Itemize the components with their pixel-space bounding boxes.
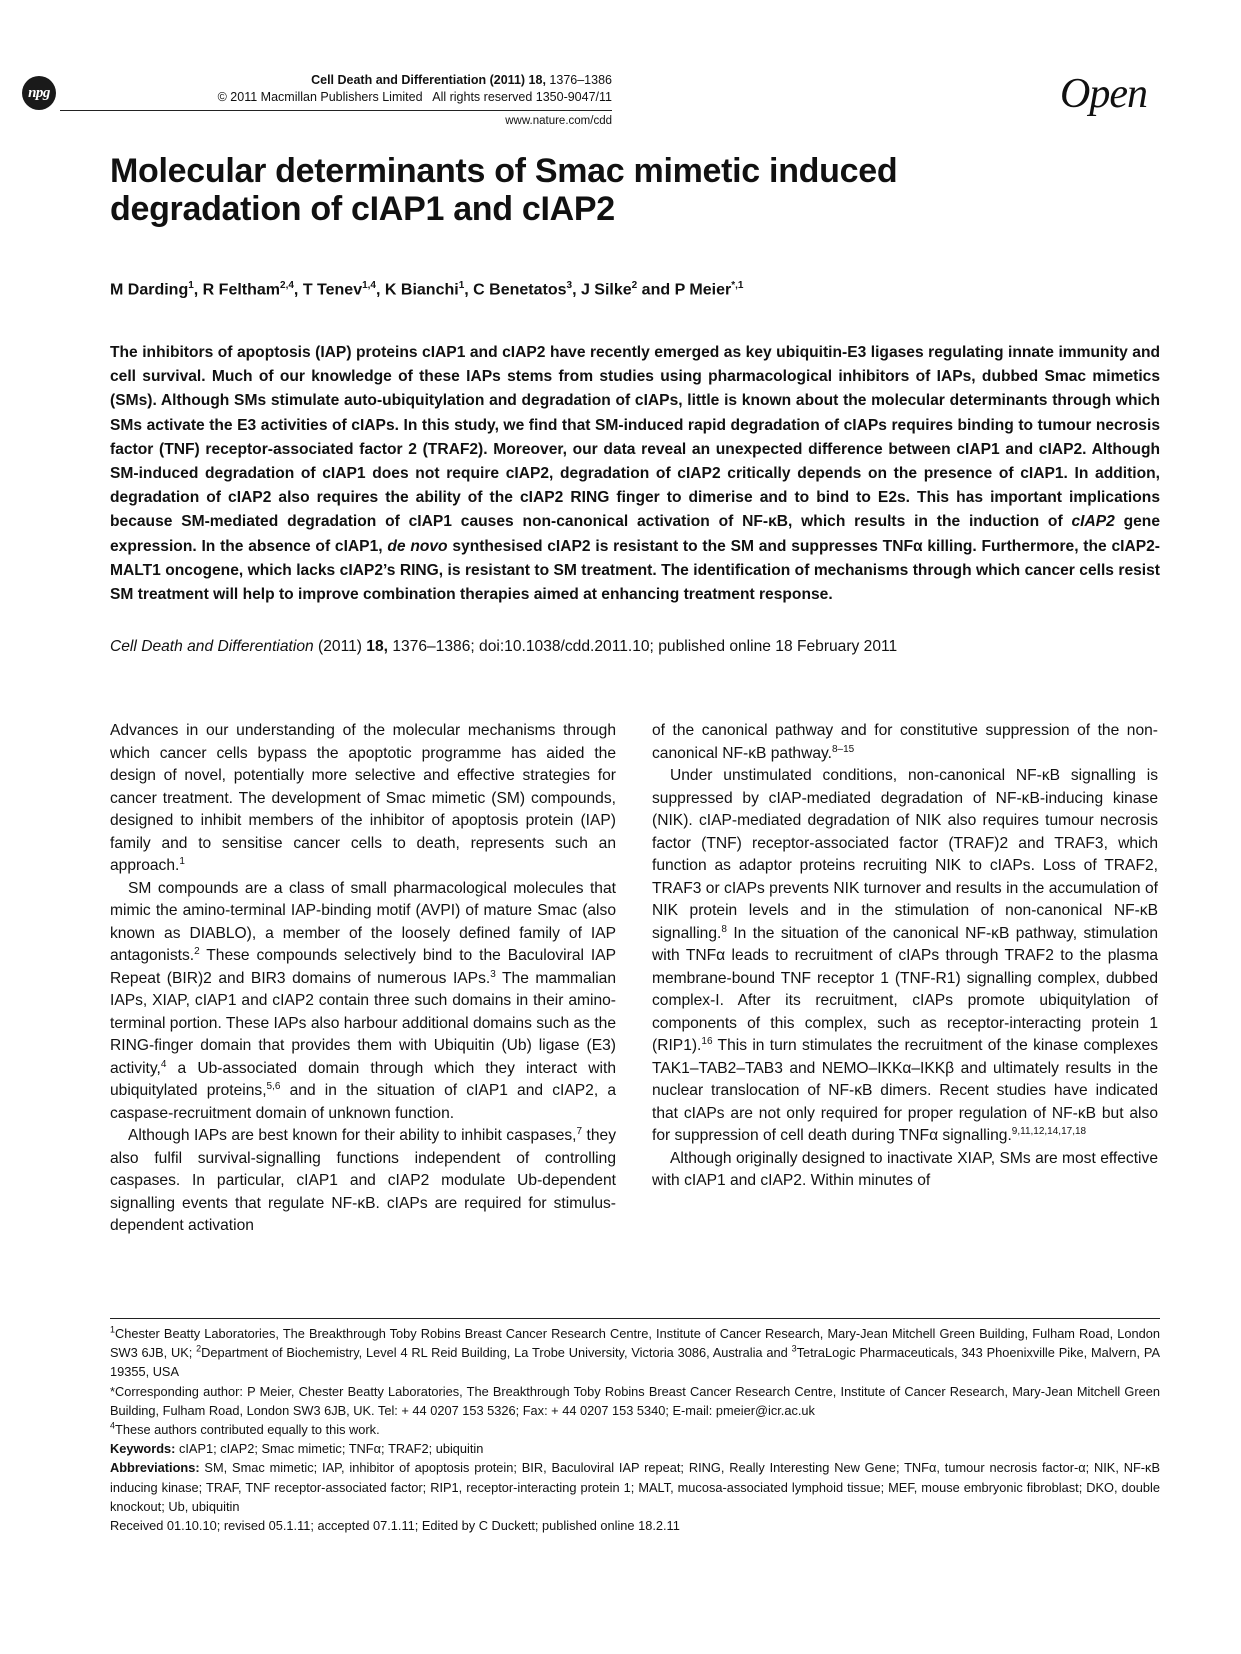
article-title: Molecular determinants of Smac mimetic induced degradation of cIAP1 and cIAP2 xyxy=(110,152,898,228)
paragraph-text: Advances in our understanding of the molecular mechanisms through which cancer cells bypass the apoptotic programme has aided the design of novel, potentially more selective and effective strategies for cancer treatment. The development of Smac mimetic (SM) compounds, designed to inhibit members of the inhibitor of apoptosis protein (IAP) family and to sensitise cancer cells to death, represents such an approach. xyxy=(110,722,616,874)
author-list xyxy=(110,276,1070,300)
author-affiliation-mark: 1 xyxy=(188,280,194,291)
author-name: P Meier xyxy=(674,281,732,299)
reference-mark: 8 xyxy=(721,923,727,935)
affiliation-mark: 1 xyxy=(110,1324,116,1335)
body-paragraph xyxy=(652,1148,1158,1193)
affiliation-text: TetraLogic Pharmaceuticals, 343 Phoenixville Pike, Malvern, PA 19355, USA xyxy=(110,1345,1160,1380)
equal-contribution-note: $^4$These authors contributed equally to this work. xyxy=(110,1420,380,1438)
author-separator: and xyxy=(637,281,675,299)
author-affiliation-mark: 3 xyxy=(566,280,573,291)
paragraph-text: SM compounds are a class of small pharmacological molecules that mimic the amino-terminal IAP-binding motif (AVPI) of mature Smac (also known as DIABLO), a member of the loosely defined family of IAP antagonists. xyxy=(110,879,616,964)
reference-mark: 1 xyxy=(179,855,185,867)
author-name: K Bianchi xyxy=(384,281,459,299)
author-separator: , xyxy=(376,281,385,299)
paragraph-text: Although originally designed to inactivate XIAP, SMs are most effective with cIAP1 and cIAP2. Within minutes of xyxy=(652,1149,1158,1189)
affiliation-mark: 2 xyxy=(196,1343,202,1354)
affiliation-mark: 3 xyxy=(791,1343,797,1354)
footnote-divider xyxy=(110,1318,1160,1319)
author-name: C Benetatos xyxy=(473,281,567,299)
header-divider xyxy=(60,110,612,111)
author-separator: , xyxy=(193,281,203,299)
reference-mark: 3 xyxy=(490,968,496,980)
body-paragraph xyxy=(110,878,616,1126)
author-separator: , xyxy=(293,281,303,299)
paragraph-text: Although IAPs are best known for their ability to inhibit caspases, xyxy=(128,1127,577,1144)
body-paragraph xyxy=(652,765,1158,1148)
body-column-left xyxy=(110,720,616,1238)
reference-mark: 5,6 xyxy=(266,1080,281,1092)
paragraph-text: Under unstimulated conditions, non-canonical NF-κB signalling is suppressed by cIAP-mediated degradation of NF-κB-inducing kinase (NIK). cIAP-mediated degradation of NIK also requires tumour necrosis factor (TNF) receptor-associated factor (TRAF)2 and TRAF3, which function as adaptor proteins recruiting NIK to cIAPs. Loss of TRAF2, TRAF3 or cIAPs prevents NIK turnover and results in the accumulation of NIK protein levels and in the stimulation of non-canonical NF-κB signalling. xyxy=(652,767,1158,942)
paragraph-text: they also fulfil survival-signalling functions independent of controlling caspases. In particular, cIAP1 and cIAP2 modulate Ub-dependent signalling events that regulate NF-κB. cIAPs are required for stimulus-dependent activation xyxy=(110,1127,616,1234)
author-affiliation-mark: 1,4 xyxy=(362,280,376,291)
author-affiliation-mark: 2,4 xyxy=(280,280,294,291)
author-name: J Silke xyxy=(580,281,632,299)
affiliations xyxy=(110,1324,1160,1382)
copyright-line: © 2011 Macmillan Publishers Limited All rights reserved 1350-9047/11 xyxy=(217,90,612,104)
paragraph-text: In the situation of the canonical NF-κB pathway, stimulation with TNFα leads to recruitment of cIAPs through TRAF2 to the plasma membrane-bound TNF receptor 1 (TNF-R1) signalling complex, dubbed complex-I. After its recruitment, cIAPs promote ubiquitylation of components of this complex, such as receptor-interacting protein 1 (RIP1). xyxy=(652,924,1158,1054)
paragraph-text: This in turn stimulates the recruitment of the kinase complexes TAK1–TAB2–TAB3 and NEMO–IKKα–IKKβ and ultimately results in the nuclear translocation of NF-κB dimers. Recent studies have indicated that cIAPs are not only required for proper regulation of NF-κB but also for suppression of cell death during TNFα signalling. xyxy=(652,1037,1158,1144)
paragraph-text: of the canonical pathway and for constitutive suppression of the non-canonical NF-κB pathway. xyxy=(652,722,1158,762)
open-access-label: Open xyxy=(1060,71,1147,117)
paragraph-text: and in the situation of cIAP1 and cIAP2, a caspase-recruitment domain of unknown function. xyxy=(110,1082,616,1122)
body-paragraph xyxy=(110,720,616,878)
corresponding-author: *Corresponding author: P Meier, Chester Beatty Laboratories, The Breakthrough Toby Robins Breast Cancer Research Centre, Institute of Cancer Research, Mary-Jean Mitchell Green Building, Fulham Road, London SW3 6JB, UK. Tel: + 44 0207 153 5326; Fax: + 44 0207 153 5340; E-mail: pmeier@icr.ac.uk xyxy=(110,1383,1160,1418)
body-paragraph xyxy=(110,1125,616,1238)
reference-mark: 4 xyxy=(160,1058,167,1070)
reference-mark: 7 xyxy=(576,1125,583,1137)
reference-mark: 9,11,12,14,17,18 xyxy=(1011,1125,1087,1137)
reference-mark: 8–15 xyxy=(831,743,855,755)
body-paragraph xyxy=(652,720,1158,765)
author-affiliation-mark: 2 xyxy=(631,280,638,291)
article-citation: Cell Death and Differentiation (2011) 18, 1376–1386; doi:10.1038/cdd.2011.10; published online 18 February 2011 xyxy=(110,638,898,655)
paragraph-text: These compounds selectively bind to the Baculoviral IAP Repeat (BIR)2 and BIR3 domains of numerous IAPs. xyxy=(110,947,616,987)
author-affiliation-mark: *,1 xyxy=(731,280,744,291)
author-name: T Tenev xyxy=(302,281,363,299)
author-separator: , xyxy=(464,281,474,299)
author-name: M Darding xyxy=(110,281,189,299)
author-affiliation-mark: 1 xyxy=(458,280,465,291)
affiliation-text: Chester Beatty Laboratories, The Breakthrough Toby Robins Breast Cancer Research Centre, Institute of Cancer Research, Mary-Jean Mitchell Green Building, Fulham Road, London SW3 6JB, UK; xyxy=(110,1326,1160,1361)
reference-mark: 2 xyxy=(194,945,200,957)
reference-mark: 16 xyxy=(701,1035,713,1047)
keywords: Keywords: cIAP1; cIAP2; Smac mimetic; TNFα; TRAF2; ubiquitin xyxy=(110,1441,484,1457)
abstract: The inhibitors of apoptosis (IAP) proteins cIAP1 and cIAP2 have recently emerged as key ubiquitin-E3 ligases regulating innate immunity and cell survival. Much of our knowledge of these IAPs stems from studies using pharmacological inhibitors of IAPs, dubbed Smac mimetics (SMs). Although SMs stimulate auto-ubiquitylation and degradation of cIAPs, little is known about the molecular determinants through which SMs activate the E3 activities of cIAPs. In this study, we find that SM-induced rapid degradation of cIAPs requires binding to tumour necrosis factor (TNF) receptor-associated factor 2 (TRAF2). Moreover, our data reveal an unexpected difference between cIAP1 and cIAP2. Although SM-induced degradation of cIAP1 does not require cIAP2, degradation of cIAP2 critically depends on the presence of cIAP1. In addition, degradation of cIAP2 also requires the ability of the cIAP2 RING finger to dimerise and to bind to E2s. This has important implications because SM-mediated degradation of cIAP1 causes non-canonical activation of NF-κB, which results in the induction of cIAP2 gene expression. In the absence of cIAP1, de novo synthesised cIAP2 is resistant to the SM and suppresses TNFα killing. Furthermore, the cIAP2-MALT1 oncogene, which lacks cIAP2’s RING, is resistant to SM treatment. The identification of mechanisms through which cancer cells resist SM treatment will help to improve combination therapies aimed at enhancing treatment response. xyxy=(110,344,1161,604)
body-column-right xyxy=(652,720,1158,1193)
abbreviations: Abbreviations: SM, Smac mimetic; IAP, inhibitor of apoptosis protein; BIR, Baculoviral IAP repeat; RING, Really Interesting New Gene; TNFα, tumour necrosis factor-α; NIK, NF-κB inducing kinase; TRAF, TNF receptor-associated factor; RIP1, receptor-interacting protein 1; MALT, mucosa-associated lymphoid tissue; MEF, mouse embryonic fibroblast; DKO, double knockout; Ub, ubiquitin xyxy=(110,1460,1160,1514)
journal-line: Cell Death and Differentiation (2011) 18, 1376–1386 xyxy=(311,73,612,87)
paragraph-text: a Ub-associated domain through which they interact with ubiquitylated proteins, xyxy=(110,1059,616,1099)
journal-website-link[interactable]: www.nature.com/cdd xyxy=(505,115,612,127)
npg-logo: npg xyxy=(22,76,56,110)
received-dates: Received 01.10.10; revised 05.1.11; accepted 07.1.11; Edited by C Duckett; published online 18.2.11 xyxy=(110,1518,680,1534)
author-name: R Feltham xyxy=(202,281,281,299)
author-separator: , xyxy=(572,281,581,299)
affiliation-text: Department of Biochemistry, Level 4 RL Reid Building, La Trobe University, Victoria 3086, Australia and xyxy=(201,1345,792,1361)
paragraph-text: The mammalian IAPs, XIAP, cIAP1 and cIAP2 contain three such domains in their amino-terminal portion. These IAPs also harbour additional domains such as the RING-finger domain that provides them with Ubiquitin (Ub) ligase (E3) activity, xyxy=(110,969,616,1077)
footnotes xyxy=(110,1324,1160,1535)
